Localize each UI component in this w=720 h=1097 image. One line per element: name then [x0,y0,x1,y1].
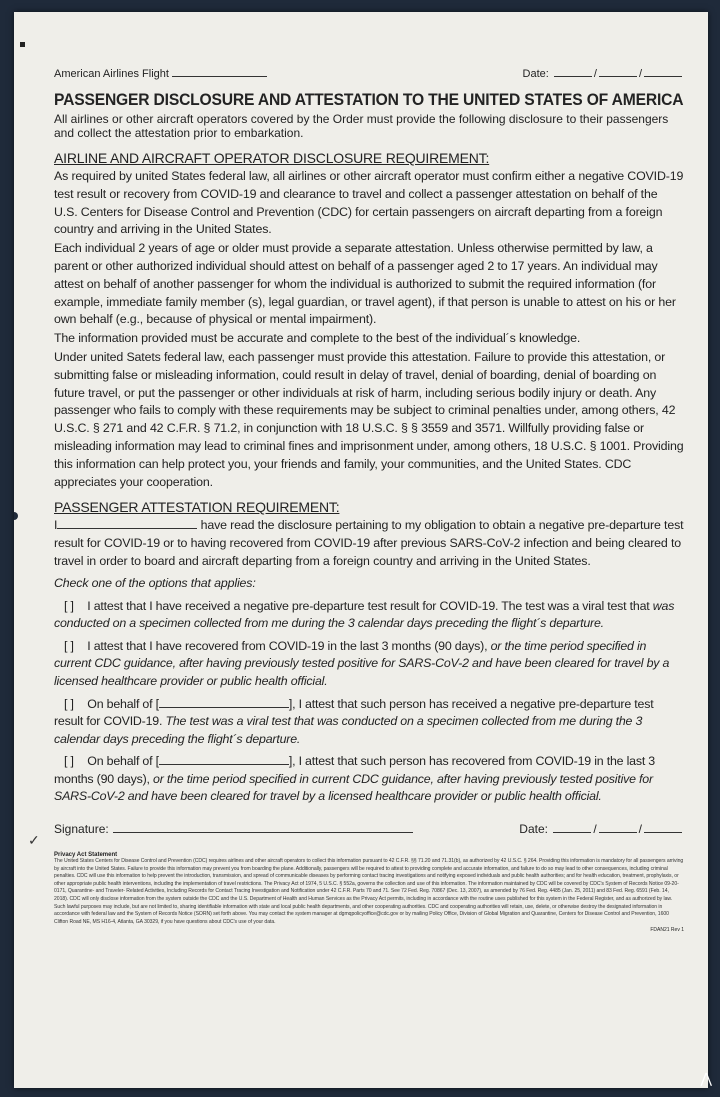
option-4-name-blank[interactable] [159,764,289,765]
date-slash: / [638,68,642,80]
option-3-name-blank[interactable] [159,707,289,708]
attestation-heading: PASSENGER ATTESTATION REQUIREMENT: [54,499,340,516]
option-4-text-continued: ], I attest that such person has recovered from COVID-19 in the last 3 months (90 days), [54,754,656,786]
date-year-blank[interactable] [644,76,682,77]
attestation-lead [54,517,684,570]
flight-number-blank[interactable] [172,76,267,77]
option-2-text: I attest that I have recovered from COVID-19 in the last 3 months (90 days), [87,638,491,653]
disclosure-heading: AIRLINE AND AIRCRAFT OPERATOR DISCLOSURE REQUIREMENT: [54,150,490,166]
option-4-checkbox[interactable]: [ ] [64,754,74,769]
intro-text: All airlines or other aircraft operators covered by the Order must provide the following disclosure to their passengers and collect the attestation prior to embarkation. [54,112,669,140]
disclosure-paragraph-4: Under united Satets federal law, each passenger must provide this attestation. Failure to provide this attestation, or submitting false or misleading information, could result in delay of travel, denial of boarding, denial of boarding on future travel, or put the passenger or other individuals at risk of harm, including serious bodily injury or death. Any passenger who fails to comply with these requirements may be subject to criminal penalties under, among others, 42 U.S.C. § 271 and 42 C.F.R. § 71.2, in conjunction with 18 U.S.C. § § 3559 and 3571. Willfully providing false or misleading information may lead to criminal fines and imprisonment under, among others, 18 U.S.C. § 1001. Providing this information can help protect you, your friends and family, your communities, and the United States. CDC appreciates your cooperation. [54,349,684,489]
date-field [523,68,684,80]
option-3-text-continued: ], I attest that such person has received a negative pre-departure test result for COVID-19. [54,696,654,729]
signature-date-year-blank[interactable] [644,832,682,833]
signature-field [54,822,413,836]
privacy-act-title: Privacy Act Statement [54,852,118,859]
signature-date-label: Date: [519,822,548,837]
signature-label: Signature: [54,822,109,837]
signature-blank[interactable] [113,832,413,833]
flight-field [54,68,267,80]
date-month-blank[interactable] [599,76,637,77]
option-3-text: On behalf of [ [87,696,159,711]
option-2-checkbox[interactable]: [ ] [64,638,74,653]
watermark-logo-icon: ⋀ [700,1070,712,1086]
option-1-checkbox[interactable]: [ ] [64,598,74,613]
form-code: FDAN21 Rev 1 [650,927,684,934]
option-3 [54,696,684,749]
option-2 [54,638,684,691]
privacy-act-text: The United States Centers for Disease Control and Prevention (CDC) requires airlines and other aircraft operators to collect this information pursuant to 42 C.F.R. §§ 71.20 and 71.31(b), as authorized by 42 U.S.C. § 264. Providing this information is mandatory for all passengers arriving by aircraft into the United States. Failure to provide this information may prevent you from boarding the plane. Additionally, passengers will be required to attest to providing complete and accurate information, and failure to do so may lead to other consequences, including criminal penalties. CDC will use this information to help prevent the introduction, transmission, and spread of communicable diseases by performing contact tracing investigations and notifying exposed individuals and public health authorities; and for health education, treatment, prophylaxis, or other appropriate public health interventions, including the implementation of travel restrictions. The Privacy Act of 1974, 5 U.S.C. § 552a, governs the collection and use of this information. The information maintained by CDC will be covered by CDC's System of Records Notice 09-20-0171, Quarantine- and Traveler- Related Activities, Including Records for Contact Tracing Investigation and Notification under 42 C.F.R. Parts 70 and 71. See 72 Fed. Reg. 70867 (Dec. 13, 2007), as amended by 76 Fed. Reg. 4485 (Jan. 25, 2011) and 83 Fed. Reg. 6591 (Feb. 14, 2018). CDC will only disclose information from the system outside the CDC and the U.S. Department of Health and Human Services as the Privacy Act permits, including in accordance with the routine uses published for this system in the Federal Register, and as authorized by law. Such lawful purposes may include, but are not limited to, sharing identifiable information with state and local public health departments, and other cooperating authorities. CDC and cooperating authorities will retain, use, delete, or otherwise destroy the designated information in accordance with federal law and the System of Records Notice (SORN) set forth above. You may contact the system manager at dgmqpolicyoffice@cdc.gov or by mailing Policy Office, Division of Global Migration and Quarantine, Centers for Disease Control and Prevention, 1600 Clifton Road NE, MS H16-4, Atlanta, GA 30329, if you have questions about CDC's use of your data. [54,858,684,925]
signature-date-month-blank[interactable] [599,832,637,833]
disclosure-paragraph-2: Each individual 2 years of age or older must provide a separate attestation. Unless otherwise permitted by law, a parent or other authorized individual should attest on behalf of a passenger aged 2 to 17 years. An individual may attest on behalf of another passenger for whom the individual is authorized to submit the required information (for example, immediate family member (s), legal guardian, or travel agent), if that person is unable to attest on his or her own behalf (e.g., because of physical or mental impairment). [54,241,676,327]
signature-date-field [519,822,684,836]
attestation-lead-i: I [54,518,58,533]
signature-date-day-blank[interactable] [553,832,591,833]
handwritten-check-mark: ✓ [28,832,40,848]
flight-label: American Airlines Flight [54,68,169,80]
attestation-form-page [14,12,708,1088]
option-2-text-italic: or the time period specified in current CDC guidance, after having previously tested positive for SARS-CoV-2 and have been cleared for travel by a licensed healthcare provider or public health official. [54,638,670,688]
option-1 [54,598,684,633]
date-slash: / [638,822,642,837]
punch-hole [14,512,18,520]
option-1-text: I attest that I have received a negative pre-departure test result for COVID-19. The test was a viral test that [87,598,653,613]
attestation-lead-text: have read the disclosure pertaining to my obligation to obtain a negative pre-departure test result for COVID-19 or to having recovered from COVID-19 after previous SARS-CoV-2 infection and being cleared to travel in order to board and aircraft departing from a foreign country and arriving in the United States. [54,518,684,568]
document-title: PASSENGER DISCLOSURE AND ATTESTATION TO THE UNITED STATES OF AMERICA [54,90,684,109]
date-slash: / [593,68,597,80]
check-prompt: Check one of the options that applies: [54,575,256,590]
form-header-row [54,68,684,80]
date-day-blank[interactable] [554,76,592,77]
disclosure-paragraph-1: As required by united States federal law, all airlines or other aircraft operator must confirm either a negative COVID-19 test result or recovery from COVID-19 and clearance to travel and collect a passenger attestation on behalf of the U.S. Centers for Disease Control and Prevention (CDC) for certain passengers on aircraft departing from a foreign country and arriving in the United States. [54,169,684,237]
option-4-text: On behalf of [ [87,754,159,769]
option-4-text-italic: or the time period specified in current CDC guidance, after having previously tested positive for SARS-CoV-2 and have been cleared for travel by a licensed healthcare provider or public health official. [54,771,653,804]
disclosure-paragraph-3: The information provided must be accurate and complete to the best of the individual´s knowledge. [54,331,581,346]
option-3-checkbox[interactable]: [ ] [64,696,74,711]
date-slash: / [593,822,597,837]
date-label: Date: [522,68,549,80]
option-4 [54,753,684,806]
signature-row [54,822,684,836]
option-1-text-italic: was conducted on a specimen collected from me during the 3 calendar days preceding the flight´s departure. [54,598,675,631]
passenger-name-blank[interactable] [57,528,197,529]
option-3-text-italic: The test was a viral test that was conducted on a specimen collected from me during the 3 calendar days preceding the flight´s departure. [54,714,643,746]
corner-mark [20,42,25,47]
